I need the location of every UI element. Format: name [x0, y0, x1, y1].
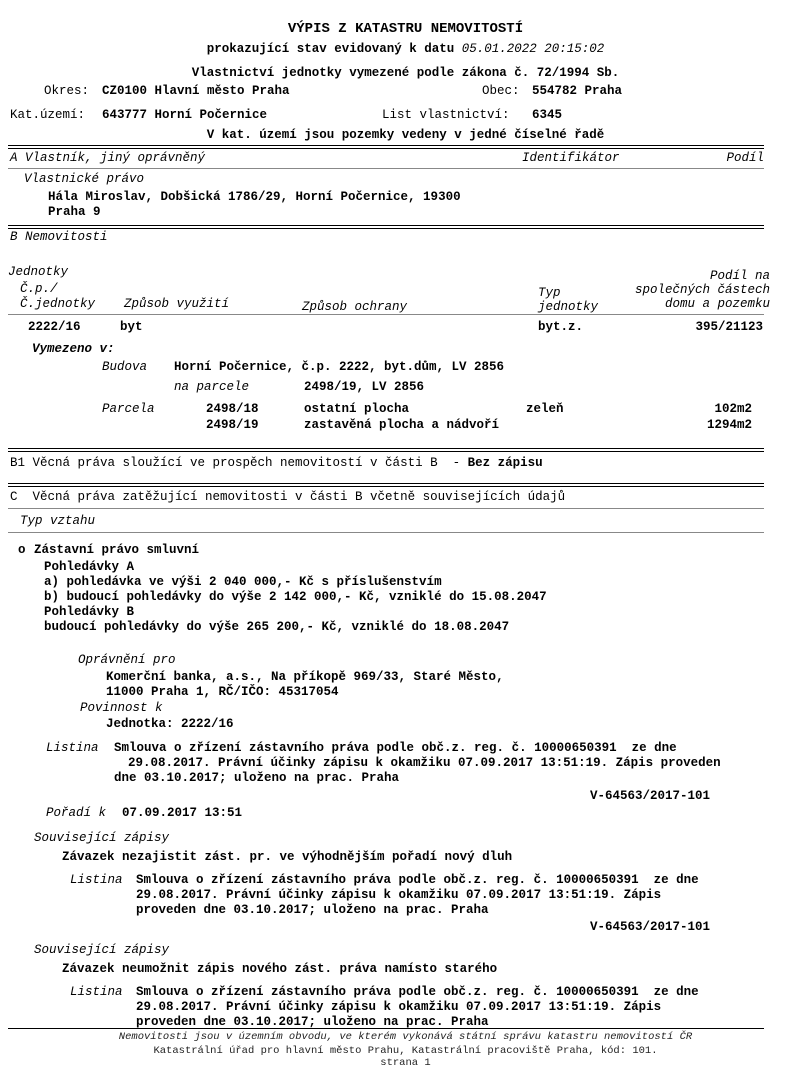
related-title: Závazek neumožnit zápis nového zást. práva namísto starého	[62, 962, 498, 976]
related-title: Závazek nezajistit zást. pr. ve výhodnějším pořadí nový dluh	[62, 850, 513, 864]
listina-ref: V-64563/2017-101	[590, 789, 711, 803]
lv-value: 6345	[532, 108, 563, 122]
divider	[8, 532, 764, 533]
listina-line-2: 29.08.2017. Právní účinky zápisu k okamžiku 07.09.2017 13:51:19. Zápis proveden	[128, 756, 721, 770]
lien-line: Pohledávky B	[44, 605, 135, 619]
divider	[8, 314, 764, 315]
footer-line-2: Katastrální úřad pro hlavní město Prahu, Katastrální pracoviště Praha, kód: 101.	[153, 1045, 658, 1057]
katuzemi-value: 643777 Horní Počernice	[102, 108, 268, 122]
naparcele-value: 2498/19, LV 2856	[304, 380, 425, 394]
parcel-number: 2498/19	[206, 418, 259, 432]
section-b1-dash: -	[452, 456, 461, 470]
parcel-type: ostatní plocha	[304, 402, 410, 416]
section-c-title: C Věcná práva zatěžující nemovitosti v části B včetně souvisejících údajů	[10, 490, 566, 504]
parcela-label: Parcela	[102, 402, 155, 416]
h-cp: Č.p./	[20, 282, 58, 296]
parcel-type: zastavěná plocha a nádvoří	[304, 418, 500, 432]
parcel-number: 2498/18	[206, 402, 259, 416]
povinnost-value: Jednotka: 2222/16	[106, 717, 234, 731]
obec-value: 554782 Praha	[532, 84, 623, 98]
footer-line-1: Nemovitosti jsou v územním obvodu, ve kterém vykonává státní správu katastru nemovitostí ČR	[118, 1031, 693, 1043]
h-podil-1: Podíl na	[709, 269, 770, 283]
subtitle-date: 05.01.2022 20:15:02	[461, 42, 605, 56]
unit-share: 395/21123	[695, 320, 763, 334]
lien-line: budoucí pohledávky do výše 265 200,- Kč, vzniklé do 18.08.2047	[44, 620, 510, 634]
page-number: strana 1	[380, 1057, 431, 1069]
law-line: Vlastnictví jednotky vymezené podle zákona č. 72/1994 Sb.	[191, 66, 620, 80]
related-line-1: Smlouva o zřízení zástavního práva podle obč.z. reg. č. 10000650391 ze dne	[136, 985, 699, 999]
obec-label: Obec:	[482, 84, 520, 98]
document-title: VÝPIS Z KATASTRU NEMOVITOSTÍ	[287, 21, 524, 37]
poradi-value: 07.09.2017 13:51	[122, 806, 243, 820]
divider	[8, 225, 764, 229]
related-listina-label: Listina	[70, 873, 123, 887]
subtitle-prefix: prokazující stav evidovaný k datu	[206, 42, 455, 56]
section-b1-status: Bez zápisu	[467, 456, 543, 470]
opravneni-line-2: 11000 Praha 1, RČ/IČO: 45317054	[106, 685, 339, 699]
lv-label: List vlastnictví:	[382, 108, 510, 122]
listina-line-1: Smlouva o zřízení zástavního práva podle obč.z. reg. č. 10000650391 ze dne	[114, 741, 677, 755]
owner-line-2: Praha 9	[48, 205, 101, 219]
divider	[8, 483, 764, 487]
related-line-3: proveden dne 03.10.2017; uloženo na prac. Praha	[136, 1015, 489, 1029]
section-b1	[10, 456, 543, 470]
footer-divider	[8, 1028, 764, 1029]
lien-bullet: o	[18, 543, 26, 557]
related-label: Související zápisy	[34, 831, 170, 845]
related-label: Související zápisy	[34, 943, 170, 957]
lien-title: Zástavní právo smluvní	[34, 543, 200, 557]
vymezeno-label: Vymezeno v:	[32, 342, 115, 356]
unit-type: byt.z.	[538, 320, 584, 334]
divider	[8, 168, 764, 169]
divider	[8, 448, 764, 452]
divider	[8, 145, 764, 149]
h-typ-2: jednotky	[538, 300, 599, 314]
naparcele-label: na parcele	[174, 380, 250, 394]
budova-label: Budova	[102, 360, 148, 374]
parcel-use: zeleň	[526, 402, 564, 416]
okres-label: Okres:	[44, 84, 90, 98]
okres-value: CZ0100 Hlavní město Praha	[102, 84, 290, 98]
divider	[8, 508, 764, 509]
typ-vztahu: Typ vztahu	[20, 514, 96, 528]
related-line-3: proveden dne 03.10.2017; uloženo na prac. Praha	[136, 903, 489, 917]
document-subtitle	[0, 42, 811, 56]
lien-line: Pohledávky A	[44, 560, 135, 574]
col-identifikator: Identifikátor	[522, 151, 620, 165]
unit-use: byt	[120, 320, 143, 334]
opravneni-label: Oprávnění pro	[78, 653, 176, 667]
section-b1-title: B1 Věcná práva sloužící ve prospěch nemovitostí v části B	[10, 456, 438, 470]
related-line-2: 29.08.2017. Právní účinky zápisu k okamžiku 07.09.2017 13:51:19. Zápis	[136, 1000, 662, 1014]
section-a-title: A Vlastník, jiný oprávněný	[10, 151, 206, 165]
unit-number: 2222/16	[28, 320, 81, 334]
h-typ-1: Typ	[538, 286, 561, 300]
parcel-area: 102m2	[714, 402, 752, 416]
col-podil: Podíl	[726, 151, 764, 165]
opravneni-line-1: Komerční banka, a.s., Na příkopě 969/33, Staré Město,	[106, 670, 504, 684]
section-b-title: B Nemovitosti	[10, 230, 108, 244]
listina-label: Listina	[46, 741, 99, 755]
right-type: Vlastnické právo	[24, 172, 145, 186]
h-jednotky: Jednotky	[8, 265, 69, 279]
parcel-area: 1294m2	[706, 418, 752, 432]
listina-line-3: dne 03.10.2017; uloženo na prac. Praha	[114, 771, 400, 785]
lien-line: b) budoucí pohledávky do výše 2 142 000,- Kč, vzniklé do 15.08.2047	[44, 590, 547, 604]
h-ochrany: Způsob ochrany	[302, 300, 408, 314]
katuzemi-label: Kat.území:	[10, 108, 86, 122]
h-podil-3: domu a pozemku	[664, 297, 770, 311]
h-podil-2: společných částech	[634, 283, 770, 297]
budova-value: Horní Počernice, č.p. 2222, byt.dům, LV 2856	[174, 360, 505, 374]
cadastre-note: V kat. území jsou pozemky vedeny v jedné číselné řadě	[206, 128, 605, 142]
related-listina-label: Listina	[70, 985, 123, 999]
related-line-1: Smlouva o zřízení zástavního práva podle obč.z. reg. č. 10000650391 ze dne	[136, 873, 699, 887]
povinnost-label: Povinnost k	[80, 701, 163, 715]
h-cjednotky: Č.jednotky	[20, 297, 96, 311]
lien-line: a) pohledávka ve výši 2 040 000,- Kč s příslušenstvím	[44, 575, 442, 589]
related-ref: V-64563/2017-101	[590, 920, 711, 934]
related-line-2: 29.08.2017. Právní účinky zápisu k okamžiku 07.09.2017 13:51:19. Zápis	[136, 888, 662, 902]
poradi-label: Pořadí k	[46, 806, 107, 820]
h-vyuziti: Způsob využití	[124, 297, 230, 311]
owner-line-1: Hála Miroslav, Dobšická 1786/29, Horní Počernice, 19300	[48, 190, 461, 204]
